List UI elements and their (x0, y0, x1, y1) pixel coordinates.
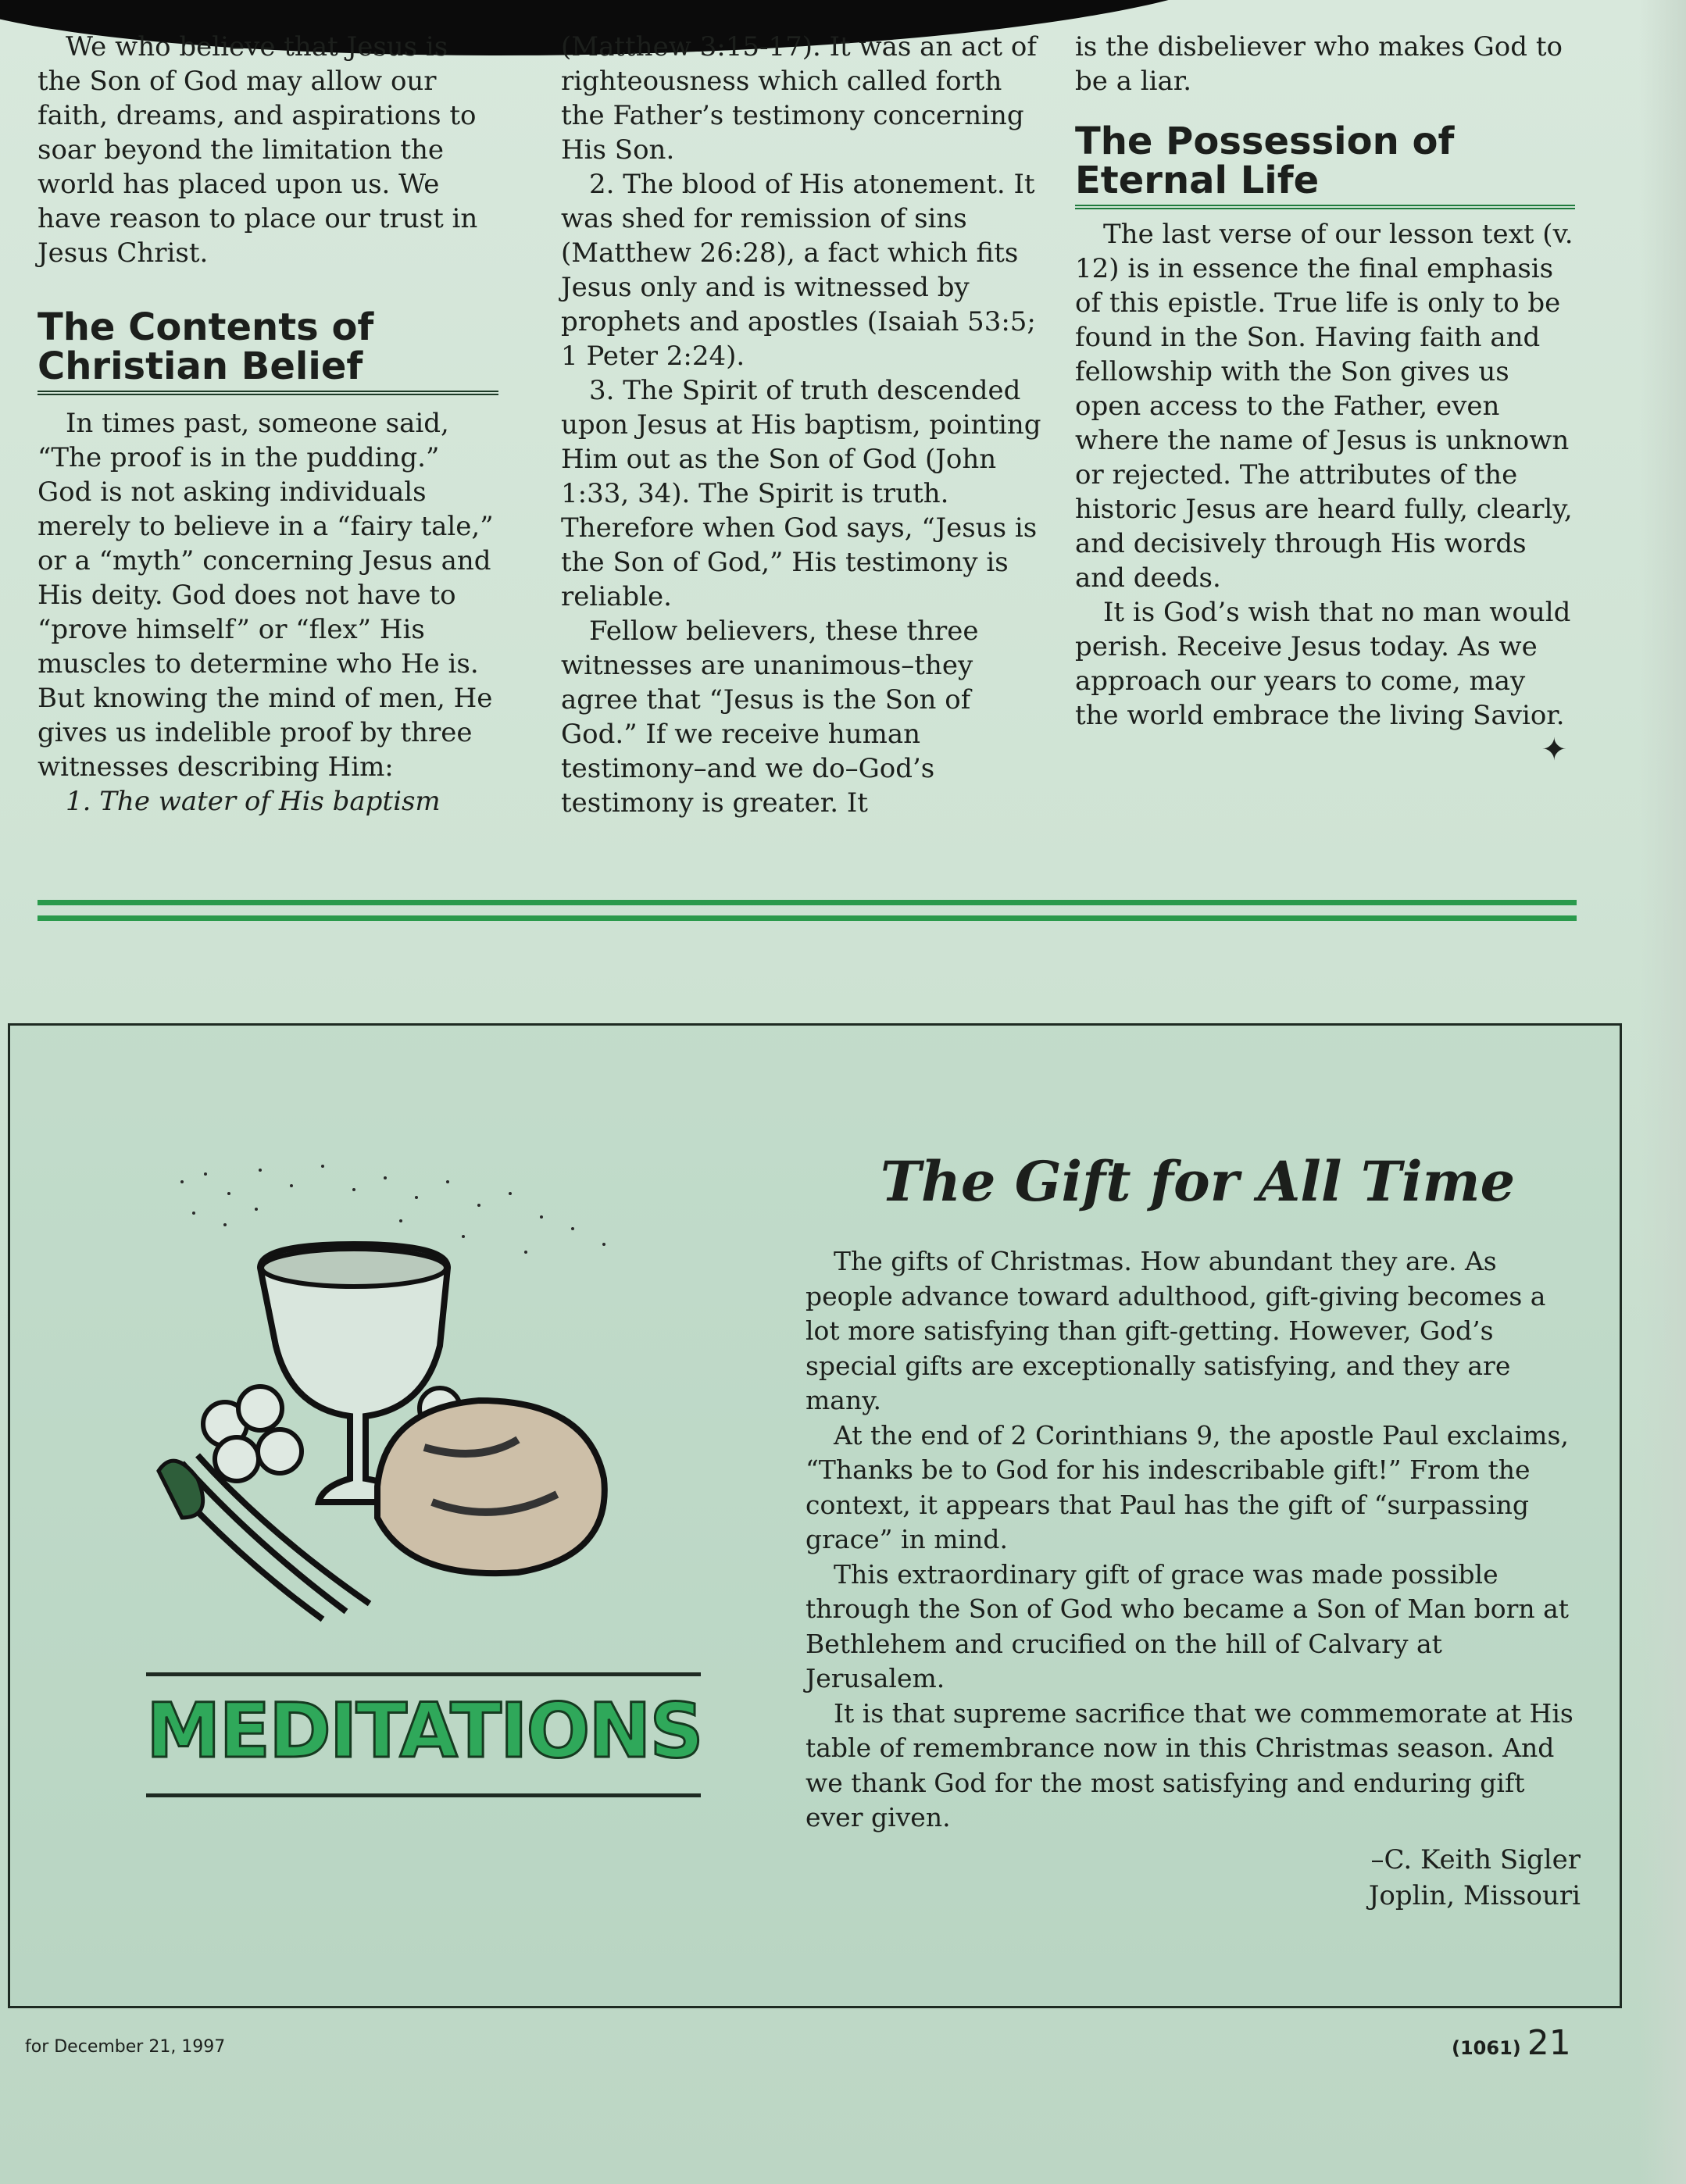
article-paragraph: It is that supreme sacrifice that we commemorate at His table of remembrance now in this Christmas season. And we thank God for the most satisfying and enduring gift ever given. (805, 1697, 1573, 1832)
witness-item-1: 1. The water of His baptism (66, 786, 441, 817)
witness-item-3: 3. The Spirit of truth descended upon Jesus at His baptism, pointing Him out as the Son of God (John 1:33, 34). The Spirit is truth. Therefore when God says, “Jesus is the Son of God,” His testimony is reliable. (561, 375, 1041, 612)
continued-paragraph: is the disbeliever who makes God to be a liar. (1075, 31, 1563, 97)
section-heading-contents: The Contents of Christian Belief (38, 308, 498, 395)
article-paragraph: At the end of 2 Corinthians 9, the apostle Paul exclaims, “Thanks be to God for his indescribable gift!” From the context, it appears that Paul has the gift of “surpassing grace” in mind. (805, 1419, 1569, 1554)
witness-conclusion: Fellow believers, these three witnesses are unanimous–they agree that “Jesus is the Son of God.” If we receive human testimony–and we do–God’s testimony is greater. It (561, 616, 979, 819)
communion-illustration-icon (151, 1151, 659, 1650)
issue-date: for December 21, 1997 (25, 2037, 226, 2057)
witness-item-2: 2. The blood of His atonement. It was shed for remission of sins (Matthew 26:28), a fact which fits Jesus only and is witnessed by prophets and apostles (Isaiah 53:5; 1 Peter 2:24). (561, 169, 1036, 372)
meditations-logo (146, 1672, 701, 1797)
section-divider-top (38, 900, 1577, 905)
page-number: 21 (1527, 2023, 1571, 2063)
article-paragraph: The gifts of Christmas. How abundant they are. As people advance toward adulthood, gift-giving becomes a lot more satisfying than gift-getting. However, God’s special gifts are exceptionally satisfying, and they are many. (805, 1246, 1546, 1415)
possession-paragraph: The last verse of our lesson text (v. 12) is in essence the final emphasis of this epistle. True life is only to be found in the Son. Having faith and fellowship with the Son gives us open access to the Father, even where the name of Jesus is unknown or rejected. The attributes of the historic Jesus are heard fully, clearly, and decisively through His words and deeds. (1075, 219, 1573, 594)
page-number-block (1452, 2023, 1571, 2063)
section-heading-possession: The Possession of Eternal Life (1075, 122, 1575, 209)
section-divider-bottom (38, 915, 1577, 921)
column-1 (38, 30, 498, 819)
witness-paragraph-1: (Matthew 3:15-17). It was an act of righteousness which called forth the Father’s testimony concerning His Son. (561, 31, 1037, 166)
article-title: The Gift for All Time (880, 1149, 1516, 1214)
column-3 (1075, 30, 1575, 767)
page-edge-shading (1639, 0, 1686, 2184)
meditations-box (8, 1023, 1622, 2008)
closing-text: It is God’s wish that no man would perish. Receive Jesus today. As we approach our years to come, may the world embrace the living Savior. (1075, 597, 1571, 731)
article-body (805, 1244, 1587, 1836)
intro-paragraph: We who believe that Jesus is the Son of God may allow our faith, dreams, and aspirations to soar beyond the limitation the world has placed upon us. We have reason to place our trust in Jesus Christ. (38, 31, 478, 269)
column-2 (561, 30, 1045, 820)
contents-paragraph: In times past, someone said, “The proof is in the pudding.” God is not asking individuals merely to believe in a “fairy tale,” or a “myth” concerning Jesus and His deity. God does not have to “prove himself” or “flex” His muscles to determine who He is. But knowing the mind of men, He gives us indelible proof by three witnesses describing Him: (38, 408, 494, 783)
author-signature (1198, 1842, 1581, 1914)
author-name: –C. Keith Sigler (1370, 1844, 1581, 1875)
closing-paragraph (1075, 595, 1575, 768)
meditations-logo-text: MEDITATIONS (146, 1687, 702, 1775)
page-code: (1061) (1452, 2037, 1521, 2059)
end-mark-icon: ✦ (1541, 732, 1567, 768)
article-paragraph: This extraordinary gift of grace was made possible through the Son of God who became a Son of Man born at Bethlehem and crucified on the hill of Calvary at Jerusalem. (805, 1558, 1570, 1693)
author-location: Joplin, Missouri (1368, 1880, 1581, 1911)
